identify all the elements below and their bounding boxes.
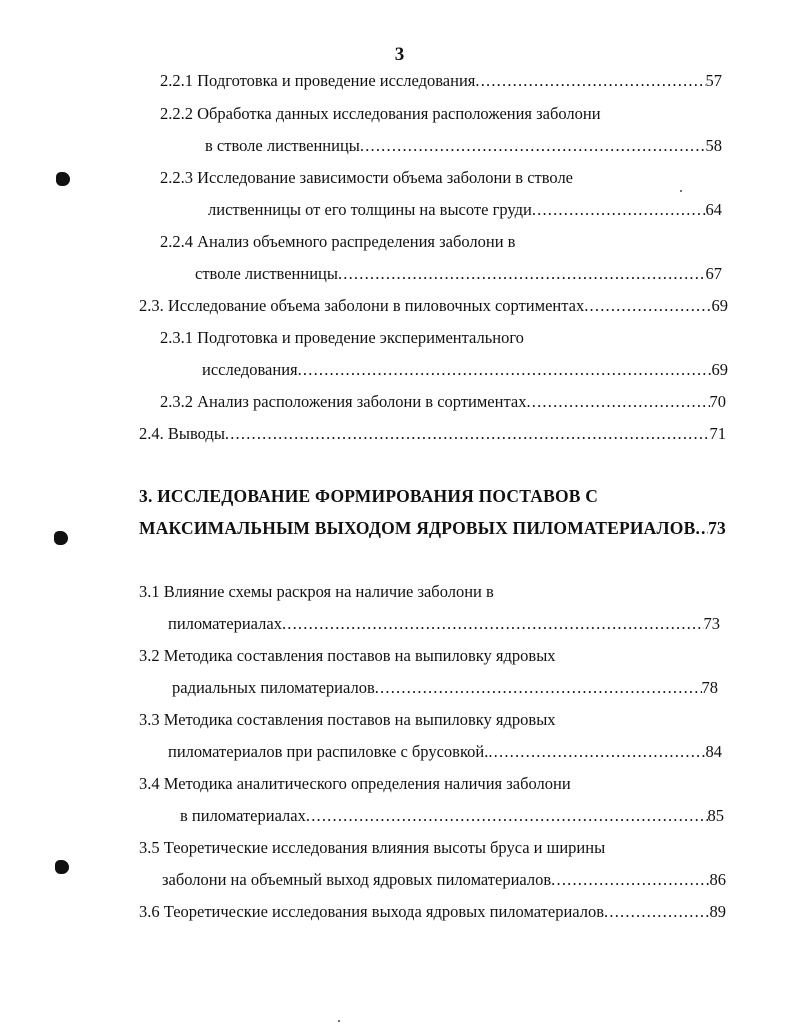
toc-entry-page: 71	[709, 424, 726, 443]
dot-leader	[488, 742, 705, 762]
toc-entry-3-2-cont	[172, 678, 718, 698]
toc-entry-3-4-cont	[180, 806, 724, 826]
toc-entry-page: 58	[705, 136, 722, 155]
toc-entry-2-2-2-cont	[205, 136, 722, 156]
page-number: 3	[394, 44, 405, 65]
toc-entry-page: 70	[709, 392, 726, 411]
toc-entry-2-3	[139, 296, 728, 316]
toc-entry-text: исследования	[202, 360, 298, 379]
toc-entry-text: заболони на объемный выход ядровых пиломатериалов	[162, 870, 552, 889]
toc-entry-3-1: 3.1 Влияние схемы раскроя на наличие заболони в	[139, 582, 494, 601]
binder-hole-mark	[55, 860, 69, 874]
toc-entry-3-2: 3.2 Методика составления поставов на выпиловку ядровых	[139, 646, 556, 665]
dot-leader	[532, 200, 706, 220]
toc-entry-2-2-4-cont	[195, 264, 722, 284]
toc-entry-page: 86	[709, 870, 726, 889]
toc-entry-page: 89	[709, 902, 726, 921]
toc-entry-text: МАКСИМАЛЬНЫМ ВЫХОДОМ ЯДРОВЫХ ПИЛОМАТЕРИАЛОВ	[139, 518, 696, 538]
toc-entry-2-4	[139, 424, 726, 444]
toc-entry-page: 64	[705, 200, 722, 219]
toc-entry-3-6	[139, 902, 726, 922]
toc-entry-text: в стволе лиственницы	[205, 136, 360, 155]
toc-entry-page: 57	[705, 71, 722, 90]
toc-entry-3-5: 3.5 Теоретические исследования влияния высоты бруса и ширины	[139, 838, 606, 857]
toc-entry-2-2-2: 2.2.2 Обработка данных исследования расположения заболони	[160, 104, 601, 123]
toc-entry-page: 78	[701, 678, 718, 697]
toc-entry-page: 84	[705, 742, 722, 761]
dot-leader	[225, 424, 710, 444]
toc-entry-text: 3.6 Теоретические исследования выхода ядровых пиломатериалов	[139, 902, 605, 921]
toc-entry-3-4: 3.4 Методика аналитического определения наличия заболони	[139, 774, 571, 793]
dot-leader	[526, 392, 709, 412]
toc-entry-text: 2.3.2 Анализ расположения заболони в сортиментах	[160, 392, 527, 411]
toc-entry-text: стволе лиственницы	[195, 264, 338, 283]
dot-leader	[475, 71, 705, 91]
dot-leader	[338, 264, 706, 284]
binder-hole-mark	[56, 172, 70, 186]
dot-leader	[584, 296, 711, 316]
toc-entry-3-5-cont	[162, 870, 726, 890]
toc-entry-2-2-3-cont	[208, 200, 722, 220]
toc-entry-3-1-cont	[168, 614, 720, 634]
toc-entry-2-2-3: 2.2.3 Исследование зависимости объема заболони в стволе	[160, 168, 574, 187]
toc-entry-text: 2.2.1 Подготовка и проведение исследования	[160, 71, 476, 90]
chapter-3-heading: 3. ИССЛЕДОВАНИЕ ФОРМИРОВАНИЯ ПОСТАВОВ С	[139, 486, 599, 506]
dot-leader	[298, 360, 712, 380]
toc-entry-2-3-1-cont	[202, 360, 728, 380]
toc-entry-text: 2.3. Исследование объема заболони в пиловочных сортиментах	[139, 296, 585, 315]
toc-entry-page: 73	[708, 518, 726, 538]
toc-entry-text: пиломатериалов при распиловке с брусовкой.	[168, 742, 489, 761]
scan-speck	[338, 1020, 340, 1022]
toc-entry-text: 2.4. Выводы	[139, 424, 225, 443]
toc-entry-text: радиальных пиломатериалов	[172, 678, 375, 697]
toc-entry-page: 85	[707, 806, 724, 825]
scan-speck	[680, 190, 682, 192]
dot-leader	[375, 678, 702, 698]
dot-leader	[282, 614, 704, 634]
toc-entry-3-3-cont	[168, 742, 722, 762]
dot-leader	[551, 870, 709, 890]
chapter-3-heading-cont	[139, 518, 726, 538]
toc-entry-page: 69	[711, 360, 728, 379]
toc-entry-2-3-2	[160, 392, 726, 412]
toc-entry-page: 67	[705, 264, 722, 283]
toc-entry-text: в пиломатериалах	[180, 806, 306, 825]
binder-hole-mark	[54, 531, 68, 545]
toc-entry-text: лиственницы от его толщины на высоте груди	[208, 200, 532, 219]
toc-entry-text: пиломатериалах	[168, 614, 282, 633]
toc-entry-2-3-1: 2.3.1 Подготовка и проведение экспериментального	[160, 328, 524, 347]
toc-entry-page: 69	[711, 296, 728, 315]
dot-leader	[695, 518, 708, 538]
dot-leader	[360, 136, 706, 156]
dot-leader	[306, 806, 708, 826]
dot-leader	[604, 902, 709, 922]
toc-entry-page: 73	[703, 614, 720, 633]
toc-entry-2-2-4: 2.2.4 Анализ объемного распределения заболони в	[160, 232, 516, 251]
toc-entry-2-2-1	[160, 71, 722, 91]
toc-entry-3-3: 3.3 Методика составления поставов на выпиловку ядровых	[139, 710, 556, 729]
